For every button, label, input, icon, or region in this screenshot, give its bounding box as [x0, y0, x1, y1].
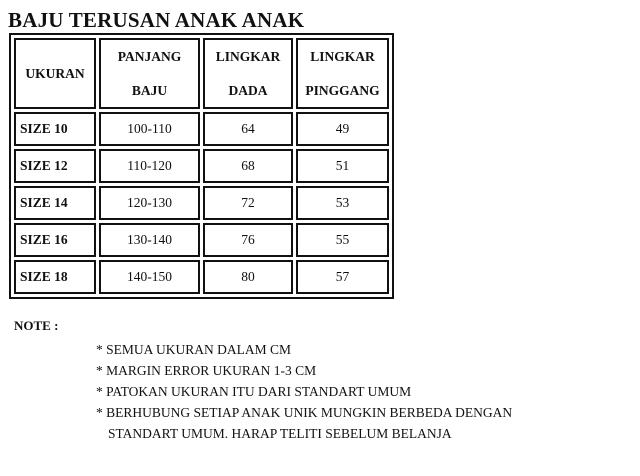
cell-size: SIZE 18	[14, 260, 96, 294]
cell-pinggang: 49	[296, 112, 389, 146]
cell-dada: 72	[203, 186, 293, 220]
page-title: BAJU TERUSAN ANAK ANAK	[8, 8, 305, 32]
table-row	[14, 260, 389, 294]
header-dada-top: LINGKAR	[215, 48, 281, 64]
cell-pinggang: 55	[296, 223, 389, 257]
cell-panjang: 100-110	[99, 112, 200, 146]
header-pinggang-bottom: PINGGANG	[305, 82, 380, 98]
header-ukuran	[14, 38, 96, 109]
note-label: NOTE :	[14, 318, 59, 333]
header-lingkar-dada	[203, 38, 293, 109]
cell-panjang: 140-150	[99, 260, 200, 294]
cell-size: SIZE 10	[14, 112, 96, 146]
size-chart-table	[9, 33, 394, 299]
note-item: * PATOKAN UKURAN ITU DARI STANDART UMUM	[96, 384, 412, 399]
header-panjang-baju	[99, 38, 200, 109]
table-header-row	[14, 38, 389, 109]
cell-dada: 80	[203, 260, 293, 294]
cell-dada: 68	[203, 149, 293, 183]
note-item: * MARGIN ERROR UKURAN 1-3 CM	[96, 363, 317, 378]
header-dada-bottom: DADA	[228, 82, 268, 98]
cell-panjang: 120-130	[99, 186, 200, 220]
cell-panjang: 130-140	[99, 223, 200, 257]
header-panjang-top: PANJANG	[117, 48, 182, 64]
cell-dada: 76	[203, 223, 293, 257]
note-list	[96, 339, 512, 444]
cell-pinggang: 51	[296, 149, 389, 183]
header-ukuran-label: UKURAN	[25, 65, 85, 81]
cell-panjang: 110-120	[99, 149, 200, 183]
cell-size: SIZE 12	[14, 149, 96, 183]
table-row	[14, 223, 389, 257]
note-item	[96, 402, 512, 444]
note-item: * SEMUA UKURAN DALAM CM	[96, 342, 292, 357]
header-panjang-bottom: BAJU	[131, 82, 168, 98]
cell-size: SIZE 16	[14, 223, 96, 257]
table-row	[14, 149, 389, 183]
cell-pinggang: 57	[296, 260, 389, 294]
cell-size: SIZE 14	[14, 186, 96, 220]
table-row	[14, 186, 389, 220]
header-lingkar-pinggang	[296, 38, 389, 109]
note-item-continuation: STANDART UMUM. HARAP TELITI SEBELUM BELANJA	[108, 426, 452, 441]
note-item-text: * BERHUBUNG SETIAP ANAK UNIK MUNGKIN BERBEDA DENGAN	[96, 405, 513, 420]
cell-dada: 64	[203, 112, 293, 146]
header-pinggang-top: LINGKAR	[310, 48, 375, 64]
cell-pinggang: 53	[296, 186, 389, 220]
table-row	[14, 112, 389, 146]
